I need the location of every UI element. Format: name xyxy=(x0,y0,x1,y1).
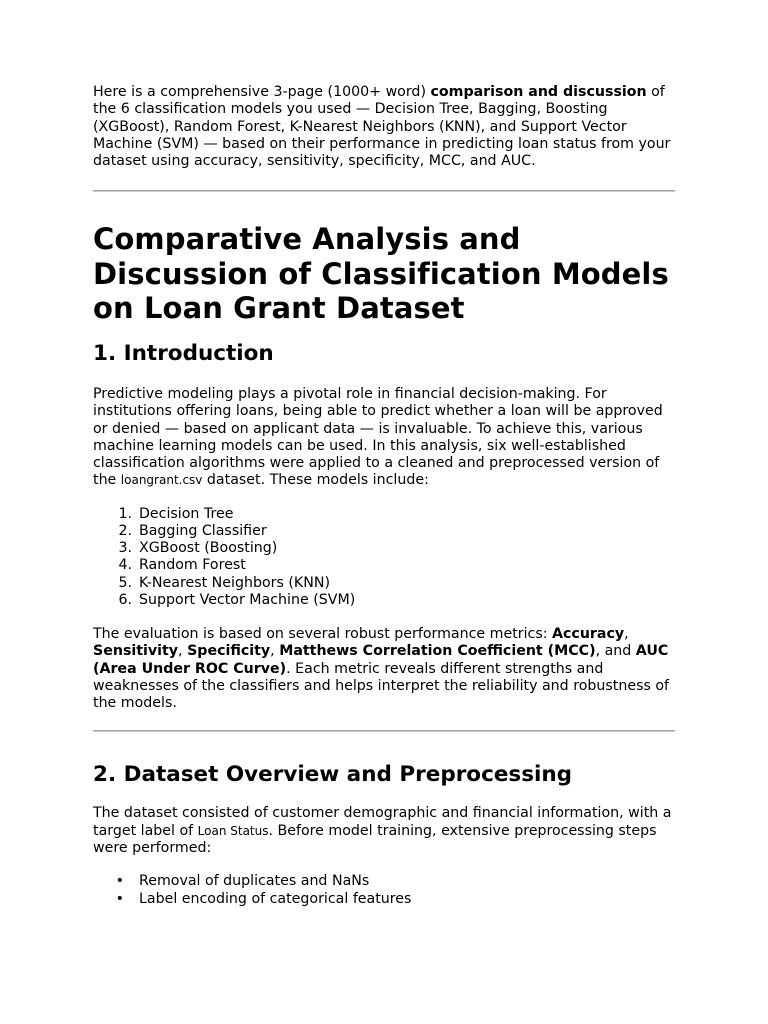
separator: , and xyxy=(595,643,636,660)
separator: , xyxy=(624,625,629,642)
list-item-label: Removal of duplicates and NaNs xyxy=(139,873,370,890)
separator: , xyxy=(178,643,188,660)
evaluation-text-start: The evaluation is based on several robust performance metrics: xyxy=(93,625,553,642)
list-item-label: Label encoding of categorical features xyxy=(139,890,412,907)
dataset-text-end: . Before model training, extensive preprocessing steps were performed: xyxy=(93,822,657,857)
metric-accuracy: Accuracy xyxy=(552,625,625,642)
introduction-paragraph xyxy=(93,386,675,490)
preprocessing-steps-list xyxy=(93,873,675,907)
metric-mcc: Matthews Correlation Coefficient (MCC) xyxy=(279,643,596,660)
bullet-icon: • xyxy=(115,890,124,907)
bullet-icon: • xyxy=(115,873,124,890)
list-item xyxy=(93,873,675,890)
divider-top xyxy=(93,190,675,192)
intro-text-start: Here is a comprehensive 3-page (1000+ word) xyxy=(93,84,431,100)
metric-sensitivity: Sensitivity xyxy=(93,643,179,660)
list-item-label: K-Nearest Neighbors (KNN) xyxy=(139,574,330,591)
list-item-number: 3. xyxy=(118,540,132,557)
list-item-number: 5. xyxy=(118,574,132,591)
dataset-filename: loangrant.csv xyxy=(120,473,203,488)
list-item xyxy=(93,557,675,574)
target-label-code: Loan Status xyxy=(197,823,269,838)
models-list xyxy=(93,506,675,609)
list-item xyxy=(93,891,675,908)
metric-auc: AUC (Area Under ROC Curve) xyxy=(93,643,669,677)
intro-text-end: of the 6 classification models you used — Decision Tree, Bagging, Boosting (XGBoost), Random Forest, K-Nearest Neighbors (KNN), and Support Vector Machine (SVM) — based on their performance in predicting loan status from your dataset using accuracy, sensitivity, specificity, MCC, and AUC. xyxy=(93,84,671,170)
list-item xyxy=(93,523,675,540)
document-body xyxy=(93,84,675,908)
list-item xyxy=(93,592,675,609)
introduction-text-start: Predictive modeling plays a pivotal role in financial decision-making. For institutions offering loans, being able to predict whether a loan will be approved or denied — based on applicant data — is invaluable. To achieve this, various machine learning models can be used. In this analysis, six well-established classification algorithms were applied to a cleaned and preprocessed version of the xyxy=(93,385,663,489)
divider-middle xyxy=(93,730,675,732)
list-item xyxy=(93,540,675,557)
section-heading-introduction: 1. Introduction xyxy=(93,340,274,366)
introduction-text-end: dataset. These models include: xyxy=(202,472,429,489)
list-item xyxy=(93,506,675,523)
dataset-paragraph xyxy=(93,805,675,857)
intro-bold-phrase: comparison and discussion xyxy=(430,84,647,100)
evaluation-text-end: . Each metric reveals different strengths and weaknesses of the classifiers and helps interpret the reliability and robustness of the models. xyxy=(93,660,670,712)
list-item-label: XGBoost (Boosting) xyxy=(139,540,278,557)
separator: , xyxy=(270,643,280,660)
list-item-label: Decision Tree xyxy=(139,505,234,522)
list-item xyxy=(93,575,675,592)
list-item-number: 1. xyxy=(118,505,132,522)
section-heading-dataset: 2. Dataset Overview and Preprocessing xyxy=(93,762,573,788)
list-item-number: 4. xyxy=(118,557,132,574)
list-item-label: Support Vector Machine (SVM) xyxy=(139,591,356,608)
list-item-label: Random Forest xyxy=(139,557,246,574)
intro-paragraph xyxy=(93,84,675,170)
evaluation-paragraph xyxy=(93,626,675,712)
list-item-label: Bagging Classifier xyxy=(139,522,267,539)
dataset-text-start: The dataset consisted of customer demographic and financial information, with a target label of xyxy=(93,805,672,839)
document-title: Comparative Analysis and Discussion of Classification Models on Loan Grant Dataset xyxy=(93,222,669,326)
metric-specificity: Specificity xyxy=(187,643,271,660)
list-item-number: 6. xyxy=(118,591,132,608)
list-item-number: 2. xyxy=(118,522,132,539)
